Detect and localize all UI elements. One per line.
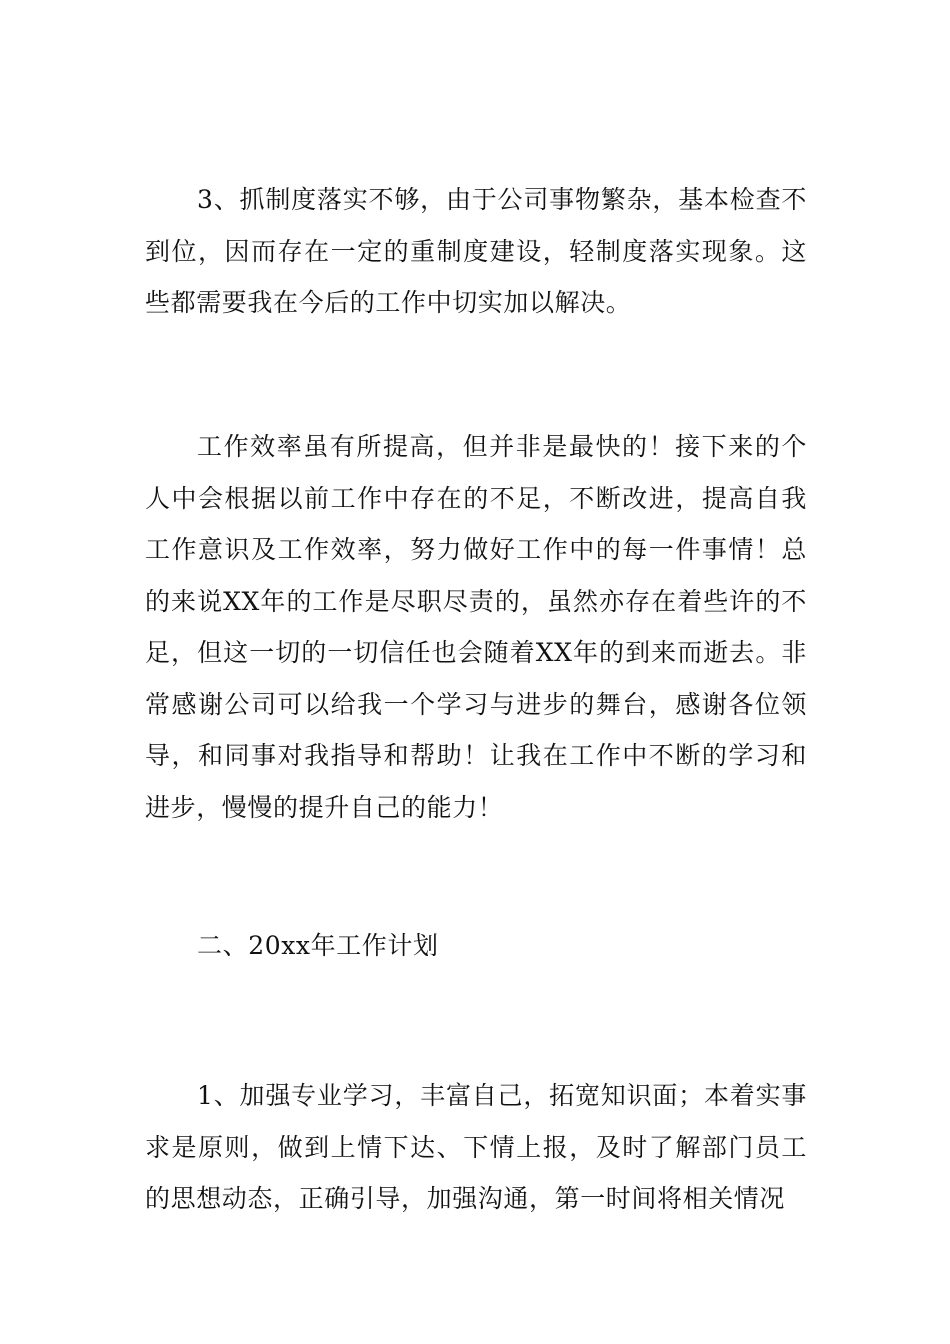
paragraph-system-implementation: 3、抓制度落实不够，由于公司事物繁杂，基本检查不到位，因而存在一定的重制度建设，轻制度落实现象。这些都需要我在今后的工作中切实加以解决。 [145,185,807,317]
section-heading-work-plan: 二、20xx年工作计划 [197,931,439,960]
paragraph-professional-study: 1、加强专业学习，丰富自己，拓宽知识面；本着实事求是原则，做到上情下达、下情上报，及时了解部门员工的思想动态，正确引导，加强沟通，第一时间将相关情况 [145,1081,807,1213]
paragraph-work-efficiency-summary: 工作效率虽有所提高，但并非是最快的！接下来的个人中会根据以前工作中存在的不足，不断改进，提高自我工作意识及工作效率，努力做好工作中的每一件事情！总的来说XX年的工作是尽职尽责的，虽然亦存在着些许的不足，但这一切的一切信任也会随着XX年的到来而逝去。非常感谢公司可以给我一个学习与进步的舞台，感谢各位领导，和同事对我指导和帮助！让我在工作中不断的学习和进步，慢慢的提升自己的能力！ [145,432,807,822]
